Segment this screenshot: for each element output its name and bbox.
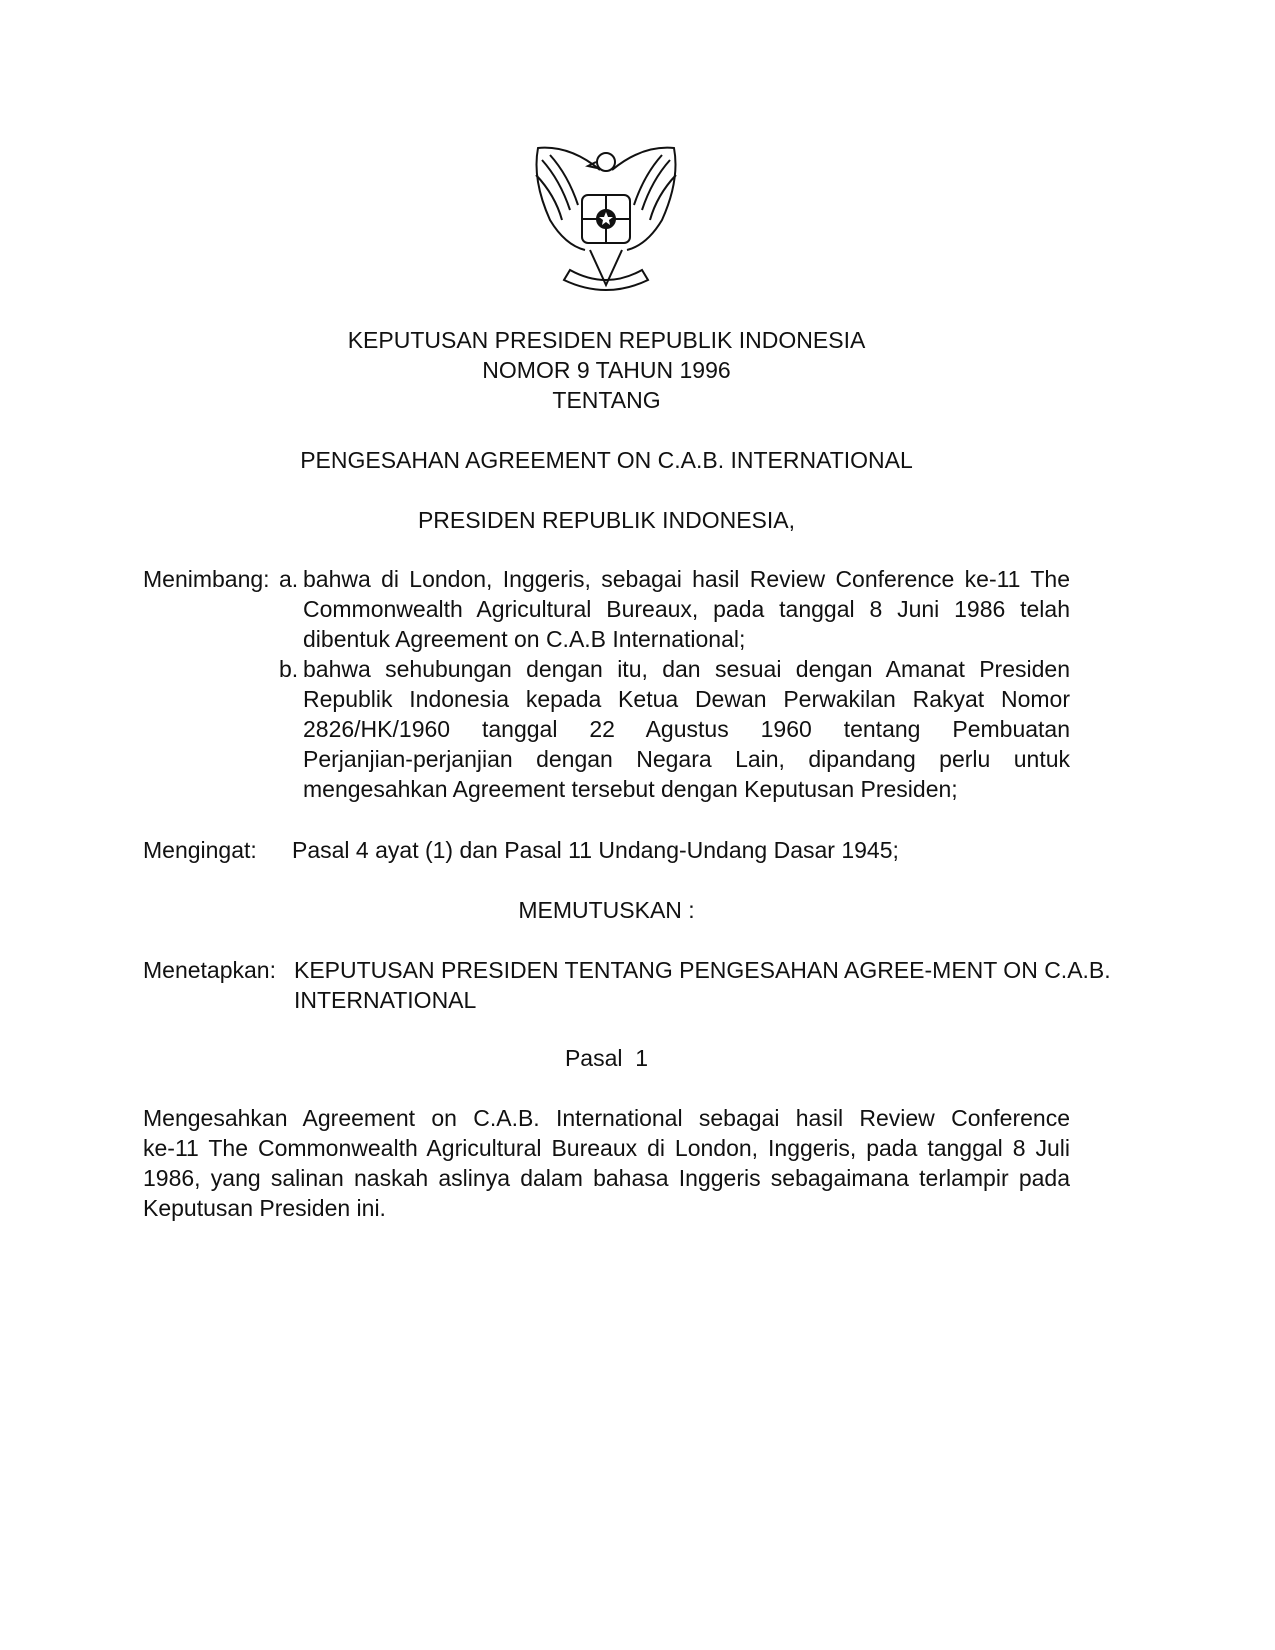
decree-subject: PENGESAHAN AGREEMENT ON C.A.B. INTERNATIONAL [300,447,913,473]
menetapkan-label: Menetapkan: [143,957,276,983]
pasal-1-heading: Pasal 1 [564,1045,649,1071]
item-a-line: dibentuk Agreement on C.A.B International; [303,626,746,652]
item-b-marker: b. [279,656,299,682]
pasal-1-line: Mengesahkan Agreement on C.A.B. International sebagai hasil Review Conference [143,1105,1070,1131]
item-a-marker: a. [279,566,299,592]
item-b-line: Republik Indonesia kepada Ketua Dewan Perwakilan Rakyat Nomor [303,686,1070,712]
item-b-line: bahwa sehubungan dengan itu, dan sesuai dengan Amanat Presiden [303,656,1070,682]
item-a-line: Commonwealth Agricultural Bureaux, pada tanggal 8 Juni 1986 telah [303,596,1070,622]
president-heading: PRESIDEN REPUBLIK INDONESIA, [417,507,796,533]
mengingat-text: Pasal 4 ayat (1) dan Pasal 11 Undang-Undang Dasar 1945; [292,837,899,863]
menetapkan-line: KEPUTUSAN PRESIDEN TENTANG PENGESAHAN AGREE-MENT ON C.A.B. [294,957,1111,983]
pasal-1-line: ke-11 The Commonwealth Agricultural Bureaux di London, Inggeris, pada tanggal 8 Juli [143,1135,1070,1161]
decree-title: KEPUTUSAN PRESIDEN REPUBLIK INDONESIA [347,327,866,353]
menetapkan-line: INTERNATIONAL [294,987,477,1013]
garuda-emblem-icon [530,140,682,300]
item-b-line: Perjanjian-perjanjian dengan Negara Lain, dipandang perlu untuk [303,746,1070,772]
pasal-1-line: 1986, yang salinan naskah aslinya dalam bahasa Inggeris sebagaimana terlampir pada [143,1165,1070,1191]
decree-tentang: TENTANG [552,387,661,413]
item-b-line: 2826/HK/1960 tanggal 22 Agustus 1960 tentang Pembuatan [303,716,1070,742]
memutuskan-heading: MEMUTUSKAN : [518,897,695,923]
item-a-line: bahwa di London, Inggeris, sebagai hasil Review Conference ke-11 The [303,566,1070,592]
mengingat-label: Mengingat: [143,837,257,863]
decree-number: NOMOR 9 TAHUN 1996 [482,357,731,383]
item-b-line: mengesahkan Agreement tersebut dengan Keputusan Presiden; [303,776,958,802]
pasal-1-line: Keputusan Presiden ini. [143,1195,386,1221]
menimbang-label: Menimbang: [143,566,270,592]
